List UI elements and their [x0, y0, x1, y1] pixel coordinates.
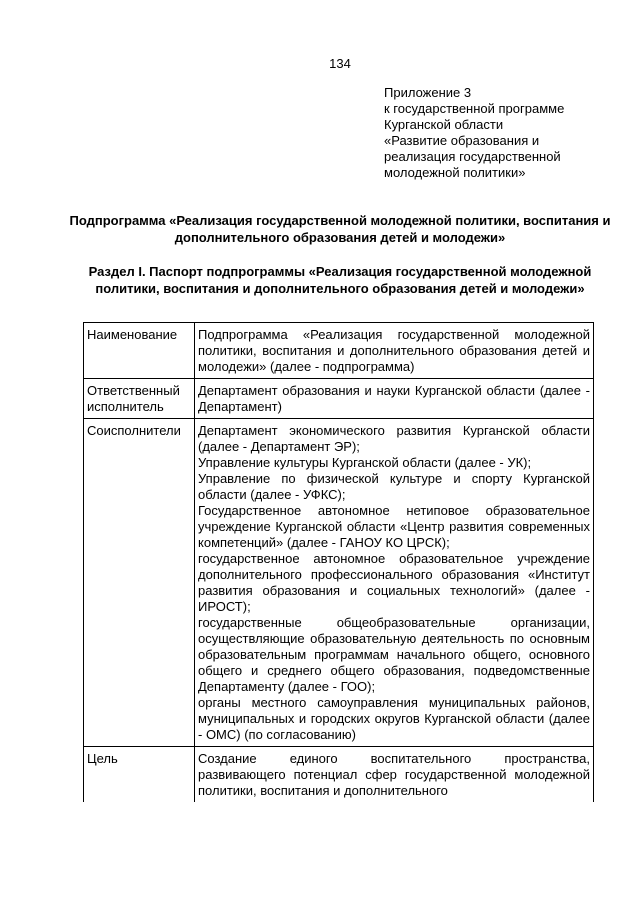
subprogram-title: Подпрограмма «Реализация государственной молодежной политики, воспитания и дополнительного образования детей и молодежи»	[69, 213, 611, 245]
value-paragraph: Управление культуры Курганской области (далее - УК);	[198, 455, 532, 470]
appendix-line: Курганской области	[384, 117, 504, 132]
value-paragraph: Управление по физической культуре и спорту Курганской области (далее - УФКС);	[198, 471, 590, 502]
value-paragraph: Департамент образования и науки Курганской области (далее - Департамент)	[198, 383, 590, 414]
row-value-responsible	[195, 379, 594, 419]
page-number: 134	[329, 56, 351, 71]
table-row	[84, 323, 594, 379]
table-row	[84, 419, 594, 747]
appendix-block	[384, 85, 614, 181]
value-paragraph: Создание единого воспитательного пространства, развивающего потенциал сфер государственной молодежной политики, воспитания и дополнительного	[198, 751, 590, 798]
appendix-line: к государственной программе	[384, 101, 565, 116]
value-paragraph: органы местного самоуправления муниципальных районов, муниципальных и городских округов Курганской области (далее - ОМС) (по согласованию)	[198, 695, 590, 742]
table-row	[84, 747, 594, 803]
row-value-coexecutors	[195, 419, 594, 747]
table-row	[84, 379, 594, 419]
value-paragraph: государственное автономное образовательное учреждение дополнительного профессионального образования «Институт развития образования и социальных технологий» (далее - ИРОСТ);	[198, 551, 590, 614]
appendix-line: Приложение 3	[384, 85, 472, 100]
value-paragraph: Государственное автономное нетиповое образовательное учреждение Курганской области «Центр развития современных компетенций» (далее - ГАНОУ КО ЦРСК);	[198, 503, 590, 550]
appendix-line: молодежной политики»	[384, 165, 526, 180]
row-label-name: Наименование	[84, 323, 195, 379]
row-value-name	[195, 323, 594, 379]
appendix-line: «Развитие образования и	[384, 133, 540, 148]
section-title: Раздел I. Паспорт подпрограммы «Реализация государственной молодежной политики, воспитания и дополнительного образования детей и молодежи»	[88, 264, 592, 296]
value-paragraph: Департамент экономического развития Курганской области (далее - Департамент ЭР);	[198, 423, 590, 454]
value-paragraph: государственные общеобразовательные организации, осуществляющие образовательную деятельность по основным образовательным программам начального общего, основного общего и среднего общего образования, подведомственные Департаменту (далее - ГОО);	[198, 615, 590, 694]
row-label-coexecutors: Соисполнители	[84, 419, 195, 747]
passport-table	[83, 322, 594, 802]
row-value-goal	[195, 747, 594, 803]
row-label-responsible: Ответственный исполнитель	[84, 379, 195, 419]
appendix-line: реализация государственной	[384, 149, 561, 164]
row-label-goal: Цель	[84, 747, 195, 803]
value-paragraph: Подпрограмма «Реализация государственной молодежной политики, воспитания и дополнительного образования детей и молодежи» (далее - подпрограмма)	[198, 327, 590, 374]
